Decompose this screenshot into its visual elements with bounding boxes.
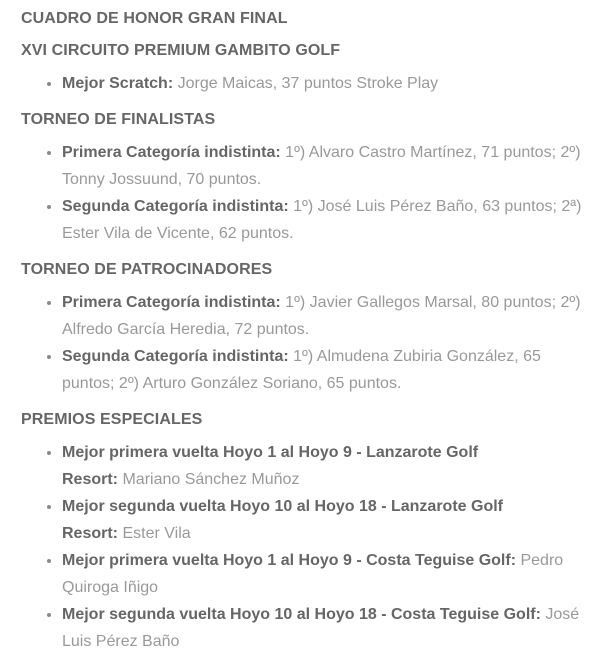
list-item <box>62 493 591 547</box>
section-heading-cuadro-de-honor: CUADRO DE HONOR GRAN FINAL <box>21 10 288 27</box>
item-label-bold: Mejor primera vuelta Hoyo 1 al Hoyo 9 - Lanzarote Golf <box>62 444 479 461</box>
item-text: Alfredo García Heredia, 72 puntos. <box>62 321 310 338</box>
item-text: Ester Vila de Vicente, 62 puntos. <box>62 225 294 242</box>
item-text: Jorge Maicas, 37 puntos Stroke Play <box>173 75 439 92</box>
item-text: Mariano Sánchez Muñoz <box>118 471 300 488</box>
list-item <box>62 70 591 97</box>
item-text: 1º) Javier Gallegos Marsal, 80 puntos; 2º) <box>280 294 581 311</box>
list-item <box>62 193 591 247</box>
item-text: Pedro <box>516 552 564 569</box>
item-text: José <box>540 606 580 623</box>
section-heading-circuito: XVI CIRCUITO PREMIUM GAMBITO GOLF <box>21 42 341 59</box>
item-text: puntos; 2º) Arturo González Soriano, 65 puntos. <box>62 375 402 392</box>
item-label-bold: Mejor Scratch: <box>62 75 174 92</box>
list-item <box>62 139 591 193</box>
item-label-bold: Resort: <box>62 525 119 542</box>
list-item <box>62 547 591 601</box>
item-label-bold: Primera Categoría indistinta: <box>62 294 281 311</box>
item-label-bold: Mejor primera vuelta Hoyo 1 al Hoyo 9 - Costa Teguise Golf: <box>62 552 517 569</box>
item-text: Luis Pérez Baño <box>62 633 180 650</box>
item-text: 1º) Almudena Zubiria González, 65 <box>288 348 541 365</box>
section-heading-torneo-finalistas: TORNEO DE FINALISTAS <box>21 111 216 128</box>
item-label-bold: Resort: <box>62 471 119 488</box>
item-label-bold: Primera Categoría indistinta: <box>62 144 281 161</box>
item-label-bold: Segunda Categoría indistinta: <box>62 348 289 365</box>
section-heading-torneo-patrocinadores: TORNEO DE PATROCINADORES <box>21 261 273 278</box>
honor-list-premios-especiales <box>21 439 591 655</box>
item-text: Tonny Jossuund, 70 puntos. <box>62 171 262 188</box>
item-label-bold: Mejor segunda vuelta Hoyo 10 al Hoyo 18 - Costa Teguise Golf: <box>62 606 541 623</box>
item-label-bold: Segunda Categoría indistinta: <box>62 198 289 215</box>
item-text: Quiroga Iñigo <box>62 579 159 596</box>
item-text: 1º) José Luis Pérez Baño, 63 puntos; 2ª) <box>288 198 582 215</box>
honor-list-torneo-finalistas <box>21 139 591 247</box>
item-text: Ester Vila <box>118 525 191 542</box>
honor-list-circuito <box>21 70 591 97</box>
list-item <box>62 439 591 493</box>
section-heading-premios-especiales: PREMIOS ESPECIALES <box>21 411 203 428</box>
item-text: 1º) Alvaro Castro Martínez, 71 puntos; 2º) <box>280 144 581 161</box>
list-item <box>62 601 591 655</box>
list-item <box>62 289 591 343</box>
item-label-bold: Mejor segunda vuelta Hoyo 10 al Hoyo 18 - Lanzarote Golf <box>62 498 503 515</box>
honor-list-torneo-patrocinadores <box>21 289 591 397</box>
list-item <box>62 343 591 397</box>
